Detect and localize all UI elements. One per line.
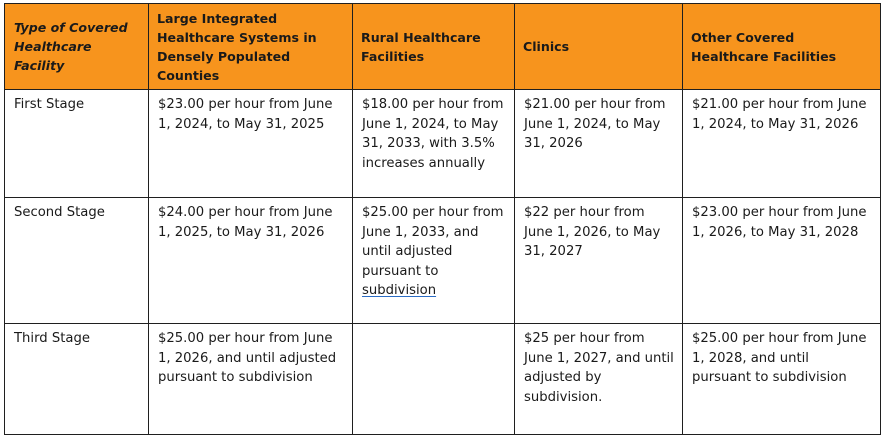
cell-large: $25.00 per hour from June 1, 2026, and until adjusted pursuant to subdivision xyxy=(149,324,353,435)
cell-rural xyxy=(353,324,515,435)
subdivision-link[interactable]: subdivision xyxy=(362,283,437,298)
table-row xyxy=(5,324,881,435)
cell-other: $21.00 per hour from June 1, 2024, to May 31, 2026 xyxy=(683,90,881,198)
table-row xyxy=(5,198,881,324)
table-row xyxy=(5,90,881,198)
cell-clinics: $25 per hour from June 1, 2027, and until adjusted by subdivision. xyxy=(515,324,683,435)
table-header-row xyxy=(5,4,881,90)
header-rural: Rural Healthcare Facilities xyxy=(353,4,515,90)
cell-large: $23.00 per hour from June 1, 2024, to May 31, 2025 xyxy=(149,90,353,198)
cell-other: $25.00 per hour from June 1, 2028, and until pursuant to subdivision xyxy=(683,324,881,435)
cell-stage: Second Stage xyxy=(5,198,149,324)
header-large-integrated: Large Integrated Healthcare Systems in Densely Populated Counties xyxy=(149,4,353,90)
cell-rural-text: $25.00 per hour from June 1, 2033, and until adjusted pursuant to xyxy=(362,205,504,279)
header-facility-type: Type of Covered Healthcare Facility xyxy=(5,4,149,90)
cell-stage: Third Stage xyxy=(5,324,149,435)
cell-clinics: $21.00 per hour from June 1, 2024, to May 31, 2026 xyxy=(515,90,683,198)
cell-other: $23.00 per hour from June 1, 2026, to May 31, 2028 xyxy=(683,198,881,324)
cell-rural xyxy=(353,198,515,324)
cell-stage: First Stage xyxy=(5,90,149,198)
cell-large: $24.00 per hour from June 1, 2025, to May 31, 2026 xyxy=(149,198,353,324)
cell-rural: $18.00 per hour from June 1, 2024, to May 31, 2033, with 3.5% increases annually xyxy=(353,90,515,198)
cell-clinics: $22 per hour from June 1, 2026, to May 31, 2027 xyxy=(515,198,683,324)
header-clinics: Clinics xyxy=(515,4,683,90)
wage-schedule-table xyxy=(4,3,881,435)
header-other: Other Covered Healthcare Facilities xyxy=(683,4,881,90)
